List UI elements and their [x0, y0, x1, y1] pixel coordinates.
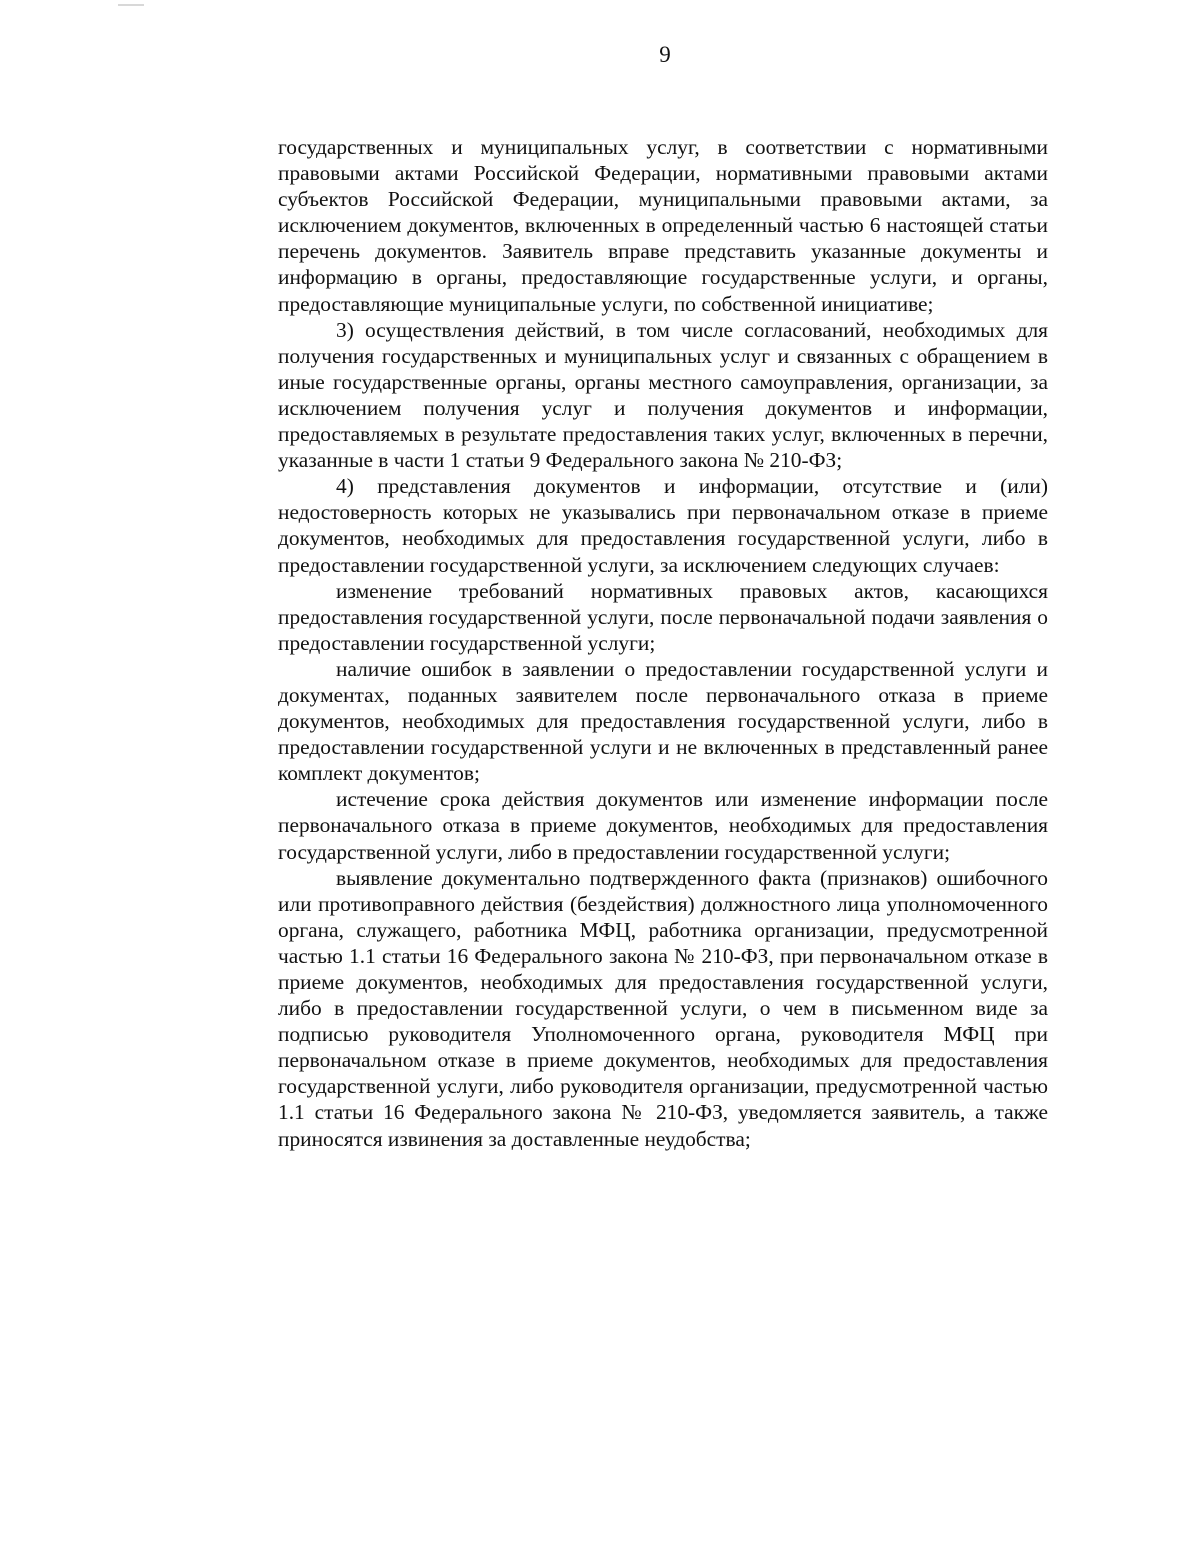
paragraph-case-misconduct: выявление документально подтвержденного факта (признаков) ошибочного или противоправного действия (бездействия) должностного лица уполномоченного органа, служащего, работника МФЦ, работника организации, предусмотренной частью 1.1 статьи 16 Федерального закона № 210-ФЗ, при первоначальном отказе в приеме документов, необходимых для предоставления государственной услуги, либо в предоставлении государственной услуги, о чем в письменном виде за подписью руководителя Уполномоченного органа, руководителя МФЦ при первоначальном отказе в приеме документов, необходимых для предоставления государственной услуги, либо руководителя организации, предусмотренной частью 1.1 статьи 16 Федерального закона № 210-ФЗ, уведомляется заявитель, а также приносятся извинения за доставленные неудобства;: [278, 865, 1048, 1151]
paragraph-item-3: 3) осуществления действий, в том числе согласований, необходимых для получения государственных и муниципальных услуг и связанных с обращением в иные государственные органы, органы местного самоуправления, организации, за исключением получения услуг и получения документов и информации, предоставляемых в результате предоставления таких услуг, включенных в перечни, указанные в части 1 статьи 9 Федерального закона № 210-ФЗ;: [278, 317, 1048, 473]
paragraph-continuation: государственных и муниципальных услуг, в соответствии с нормативными правовыми актами Российской Федерации, нормативными правовыми актами субъектов Российской Федерации, муниципальными правовыми актами, за исключением документов, включенных в определенный частью 6 настоящей статьи перечень документов. Заявитель вправе представить указанные документы и информацию в органы, предоставляющие государственные услуги, и органы, предоставляющие муниципальные услуги, по собственной инициативе;: [278, 135, 1048, 316]
paragraph-case-requirements-change: изменение требований нормативных правовых актов, касающихся предоставления государственной услуги, после первоначальной подачи заявления о предоставлении государственной услуги;: [278, 578, 1048, 655]
page-number: 9: [659, 42, 671, 67]
scan-mark: [118, 4, 144, 6]
paragraph-item-4: 4) представления документов и информации, отсутствие и (или) недостоверность которых не указывались при первоначальном отказе в приеме документов, необходимых для предоставления государственной услуги, либо в предоставлении государственной услуги, за исключением следующих случаев:: [278, 474, 1048, 577]
paragraph-case-errors: наличие ошибок в заявлении о предоставлении государственной услуги и документах, поданных заявителем после первоначального отказа в приеме документов, необходимых для предоставления государственной услуги, либо в предоставлении государственной услуги и не включенных в представленный ранее комплект документов;: [278, 656, 1048, 786]
body-text: [278, 134, 1048, 1152]
paragraph-case-expiration: истечение срока действия документов или изменение информации после первоначального отказа в приеме документов, необходимых для предоставления государственной услуги, либо в предоставлении государственной услуги;: [278, 787, 1048, 864]
